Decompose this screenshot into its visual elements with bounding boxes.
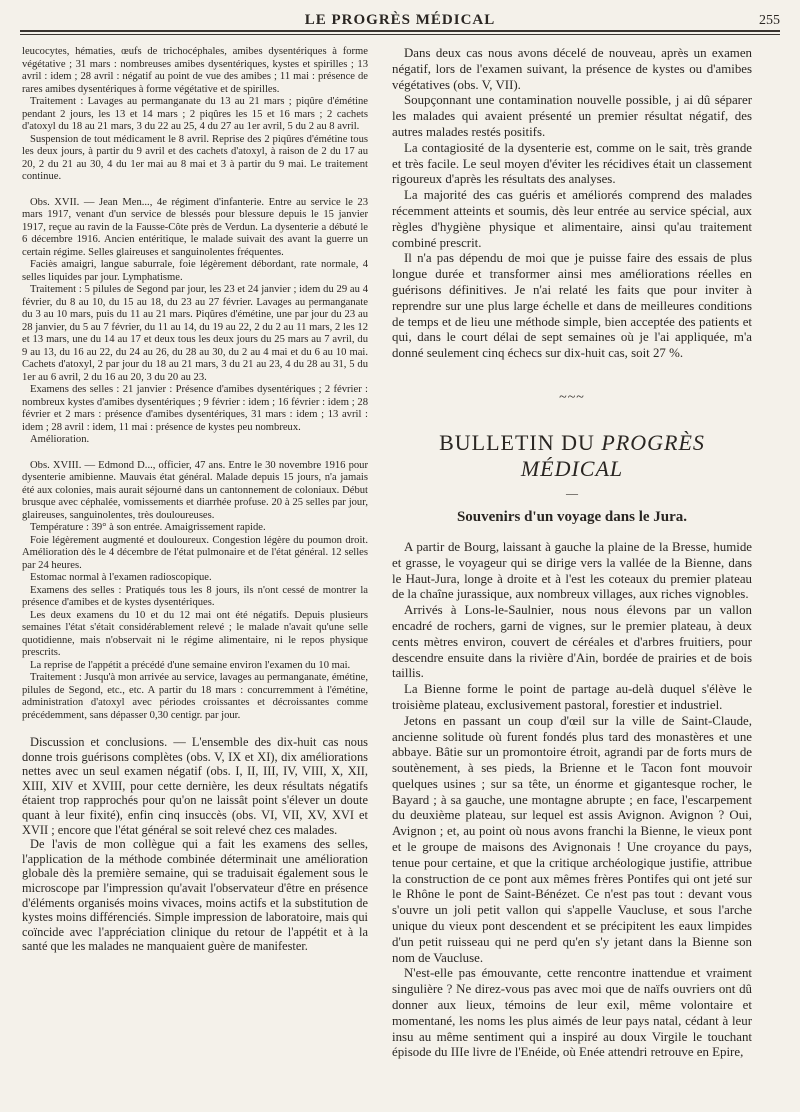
bulletin-heading-plain: BULLETIN DU — [439, 429, 602, 455]
paragraph: Jetons en passant un coup d'œil sur la ville de Saint-Claude, ancienne solitude où furent fondés plus tard des monastères et une abbaye. Bâtie sur un promontoire étroit, agrandi par de forts murs de soutènement, à ses pieds, la Brienne et le Tacon font mouvoir quelques usines ; sur sa tête, un énorme et gigantesque rocher, le Bayard ; à sa gauche, une montagne abrupte ; en face, l'escarpement du deuxième plateau, sur lequel est assis Avignon. Avignon ? Oui, Avignon ; et, au point où nous avons franchi la Bienne, le vieux pont et le groupe de maisons des Avignonais ! Une croyance du pays, tenue pour certaine, et que la critique archéologique justifie, attribue la construction de ce pont aux mêmes frères Pontifes qui ont jeté sur le Rhône le pont de Saint-Bénézet. Ce n'est pas tout : devant vous s'ouvre un joli petit vallon qui s'appelle Vaucluse, et sous l'arche unique du vieux pont descendent et se précipitent les eaux limpides d'un petit ruisseau qui ne perd qu'en s'y jetant dans la Bienne son nom de Vaucluse. — [392, 713, 752, 965]
header-rule-thin — [20, 34, 780, 35]
paragraph: Faciès amaigri, langue saburrale, foie légèrement débordant, rate normale, 4 selles liquides par jour. Lymphatisme. — [22, 259, 368, 283]
paragraph: Amélioration. — [30, 434, 90, 445]
section-separator: ~~~ — [559, 389, 585, 405]
paragraph: Examens des selles : 21 janvier : Présence d'amibes dysentériques ; 2 février : nombreux kystes d'amibes dysentériques ; 9 février : idem ; 16 février : idem ; 28 février et 2 mars : présence d'amibes dysentériques, 31 mars : idem ; 13 avril : idem ; 28 avril : idem, 11 mai : présence de kystes peu nombreux. — [22, 384, 368, 433]
header-rule — [20, 30, 780, 32]
right-column — [392, 46, 752, 1096]
paragraph: Suspension de tout médicament le 8 avril. Reprise des 2 piqûres d'émétine tous les deux jours, à partir du 9 avril et des cachets d'atoxyl, à raison de 2 du 17 au 20, 2 du 21 au 30, 4 du 1er mai au 8 mai et 3 à partir du 9 mai. Le traitement continue. — [22, 133, 368, 182]
paragraph: La reprise de l'appétit a précédé d'une semaine environ l'examen du 10 mai. — [30, 659, 351, 671]
paragraph: N'est-elle pas émouvante, cette rencontre inattendue et vraiment singulière ? Ne direz-vous pas avec moi que de naïfs ouvriers ont dû donner aux lieux, témoins de leur exil, même volontaire et momentané, les noms les plus aimés de leur pays natal, cédant à leur insu au même sentiment qui a inspiré au doux Virgile le touchant épisode du IIIe livre de l'Enéide, où Enée attendri retrouve en Epire, — [392, 966, 752, 1060]
journal-title: LE PROGRÈS MÉDICAL — [304, 12, 496, 28]
spacer — [22, 722, 368, 735]
paragraph: Traitement : 5 pilules de Segond par jour, les 23 et 24 janvier ; idem du 29 au 4 février, du 8 au 10, du 15 au 18, du 23 au 27 février. Lavages au permanganate du 3 au 10 mars, puis du 11 au 21 mars. Piqûres d'émétine, une par jour du 23 au 28 janvier, du 5 au 7 février, du 11 au 14, du 19 au 22, 2 du 2 au 11 mars, 2 les 12 et 13 mars, une du 14 au 17 et deux tous les deux jours du 25 mars au 7 avril, du 9 au 13, du 16 au 22, du 24 au 26, du 28 au 30, du 2 au 4 mai et du 6 au 10 mai. Cachets d'atoxyl, 2 par jour du 18 au 21 mars, 3 du 21 au 23, 4 du 28 au 31, 5 du 1er au 6 avril, 2 du 16 au 20, 3 du 20 au 23. — [22, 284, 368, 383]
paragraph: Discussion et conclusions. — L'ensemble des dix-huit cas nous donne trois guérisons complètes (obs. V, IX et XI), dix améliorations nettes avec un seul examen négatif (obs. I, II, III, IV, VIII, X, XII, XIII, XIV et XVIII, pour cette dernière, les deux résultats négatifs étaient trop rapprochés pour qu'on ne laissât point s'élever un doute quant à leur fixité), enfin cinq insuccès (obs. VI, VII, XV, XVI et XVII ; encore que l'état général se soit relevé chez ces malades. — [22, 735, 368, 837]
paragraph: La contagiosité de la dysenterie est, comme on le sait, très grande et très facile. Le seul moyen d'éviter les récidives était un classement rigoureux d'après les résultats des analyses. — [392, 140, 752, 187]
paragraph: De l'avis de mon collègue qui a fait les examens des selles, l'application de la méthode combinée déterminait une amélioration globale dès la première semaine, qui se traduisait également sous le microscope par l'impression qu'avait l'observateur d'être en présence d'éléments organisés moins vivaces, moins actifs et la substitution de kystes moins différenciés. Simple impression de laboratoire, mais qui coïncide avec l'appréciation clinique du retour de l'appétit et à la santé que les malades ne manquaient guère de manifester. — [22, 837, 368, 954]
paragraph: La majorité des cas guéris et améliorés comprend des malades récemment atteints et soumis, dès leur entrée au service spécial, aux règles d'hygiène physique et alimentaire, ainsi qu'au traitement combiné prescrit. — [392, 188, 752, 250]
paragraph: leucocytes, hématies, œufs de trichocéphales, amibes dysentériques à forme végétative ; 31 mars : nombreuses amibes dysentériques, kystes et spirilles ; 13 avril : idem ; 28 avril : négatif au point de vue des amibes ; 11 mai : présence de rares amibes dysentériques à forme végétative et de spirilles. — [22, 46, 368, 95]
page-number: 255 — [759, 13, 780, 28]
paragraph: Estomac normal à l'examen radioscopique. — [30, 572, 212, 583]
spacer — [22, 184, 368, 197]
paragraph: Soupçonnant une contamination nouvelle possible, j ai dû séparer les malades qui avaient présenté un premier résultat négatif, des autres malades restés positifs. — [392, 93, 752, 139]
observation-heading-paragraph: Obs. XVII. — Jean Men..., 4e régiment d'infanterie. Entre au service le 23 mars 1917, venant d'un service de blessés pour blessure depuis le 15 janvier 1917, reçue au ravin de la Fausse-Côte près de Verdun. La dysenterie a débuté le 6 décembre 1916. Ancien entéritique, le malade suivait des avant la guerre un certain régime. Selles glaireuses et sanguinolentes fréquentes. — [22, 196, 368, 258]
paragraph: Traitement : Jusqu'à mon arrivée au service, lavages au permanganate, émétine, pilules de Segond, etc., etc. A partir du 18 mars : concurremment à l'émétine, administration d'atoxyl avec périodes croissantes et décroissantes comme précédemment, sans dépasser 0,30 centigr. par jour. — [22, 672, 368, 721]
paragraph: Examens des selles : Pratiqués tous les 8 jours, ils n'ont cessé de montrer la présence d'amibes et de kystes dysentériques. — [22, 584, 368, 608]
left-column — [22, 46, 368, 1096]
paragraph: Température : 39° à son entrée. Amaigrissement rapide. — [30, 522, 266, 533]
paragraph: Foie légèrement augmenté et douloureux. Congestion légère du poumon droit. Amélioration dès le 4 décembre de l'état pulmonaire et de l'état général. 12 selles par 24 heures. — [22, 534, 368, 571]
paragraph: Arrivés à Lons-le-Saulnier, nous nous élevons par un vallon encadré de rochers, garni de vignes, sur le premier plateau, à deux cents mètres environ, couvert de céréales et d'arbres fruitiers, pour descendre ensuite dans la rivière d'Ain, bordée de prairies et de bois taillis. — [392, 603, 752, 681]
paragraph: Les deux examens du 10 et du 12 mai ont été négatifs. Depuis plusieurs semaines l'état s'était considérablement relevé ; le malade n'avait qu'une selle quotidienne, mais n'observait ni le régime alimentaire, ni le repos physique prescrits. — [22, 609, 368, 658]
discussion-section — [22, 735, 368, 954]
bulletin-heading — [392, 430, 752, 482]
paragraph: Traitement : Lavages au permanganate du 13 au 21 mars ; piqûre d'émétine pendant 2 jours, les 13 et 14 mars ; 2 piqûres les 15 et 16 mars ; 2 cachets d'atoxyl du 18 au 21 mars, 3 du 22 au 25, 4 du 27 au 1er avril, 5 du 2 au 8 avril. — [22, 96, 368, 132]
observation-heading-paragraph: Obs. XVIII. — Edmond D..., officier, 47 ans. Entre le 30 novembre 1916 pour dysenterie amibienne. Mauvais état général. Malade depuis 15 jours, n'a jamais été aux colonies, mais aurait séjourné dans un cantonnement de coloniaux. Début brusque avec céphalée, vomissements et diarrhée profuse. 20 à 25 selles par jour, glaireuses, sanguinolentes, très douloureuses. — [22, 459, 368, 521]
article-body — [392, 540, 752, 1061]
paragraph: Il n'a pas dépendu de moi que je puisse faire des essais de plus longue durée et transformer ainsi mes améliorations réelles en guérisons définitives. Je n'ai relaté les faits que pour inviter à reprendre sur une plus large échelle et dans de meilleures conditions de temps et de lieu une méthode simple, bien acceptée des patients et qui, dans le court délai de sept semaines où je l'ai appliquée, m'a donné seulement cinq échecs sur dix-huit cas, soit 27 %. — [392, 251, 752, 361]
paragraph: Dans deux cas nous avons décelé de nouveau, après un examen négatif, lors de l'examen suivant, la présence de kystes ou d'amibes végétatives (obs. V, VII). — [392, 46, 752, 92]
bulletin-heading-italic: PROGRÈS MÉDICAL — [520, 429, 705, 481]
article-title: Souvenirs d'un voyage dans le Jura. — [456, 508, 688, 525]
paragraph: A partir de Bourg, laissant à gauche la plaine de la Bresse, humide et grasse, le voyageur qui se dirige vers la vallée de la Bienne, dans le Haut-Jura, longe à droite et à l'est les coteaux du premier plateau de la chaîne jurassique, aux nombreux villages, aux riches vignobles. — [392, 539, 752, 602]
paragraph: La Bienne forme le point de partage au-delà duquel s'élève le troisième plateau, exclusivement pastoral, forestier et industriel. — [392, 682, 752, 712]
spacer — [22, 447, 368, 460]
heading-dash: — — [566, 485, 578, 500]
